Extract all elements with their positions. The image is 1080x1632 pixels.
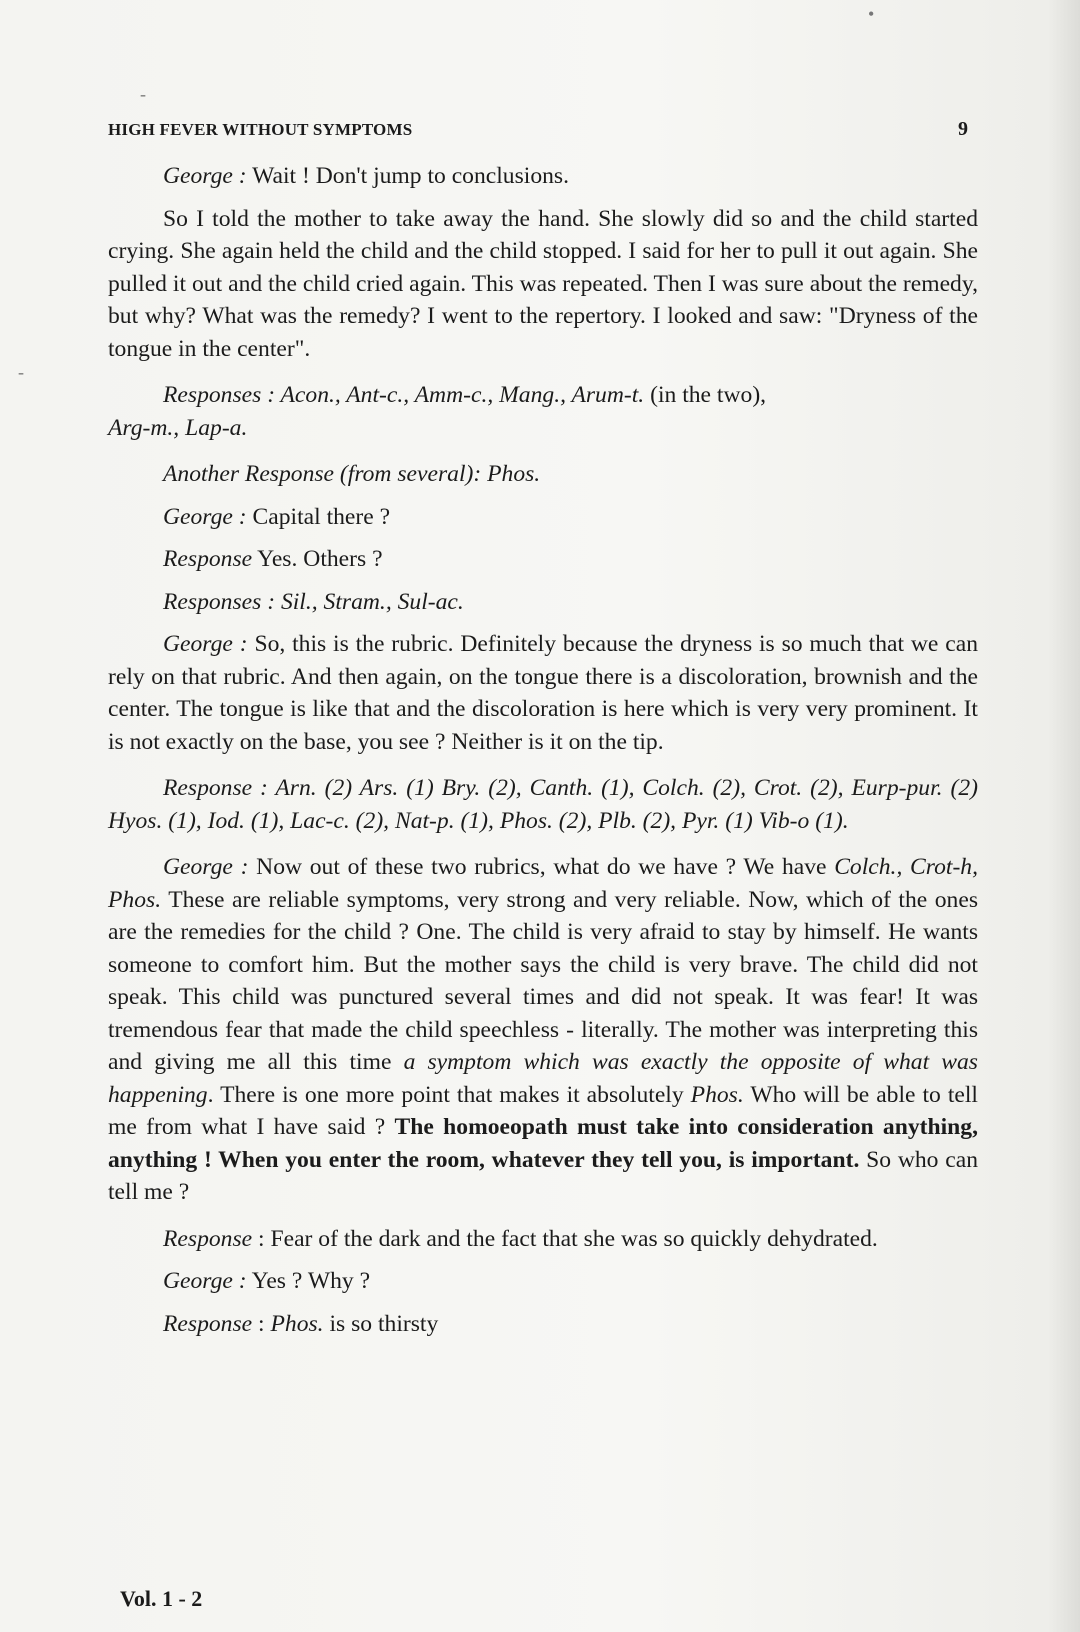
speaker-label: Responses <box>163 588 262 615</box>
paragraph-text: Who will be able to tell me from what I have said ? <box>108 1081 978 1140</box>
scan-speck: - <box>18 362 24 382</box>
paragraph: So I told the mother to take away the hand. She slowly did so and the child started crying. She again held the child and the child stopped. I said for her to pull it out again. She pulled it out and the child cried again. This was repeated. Then I was sure about the remedy, but why? What was the remedy? I went to the repertory. I looked and saw: "Dryness of the tongue in the center". <box>108 205 978 362</box>
paragraph <box>108 501 978 534</box>
remedy-list: : Arn. (2) Ars. (1) Bry. (2), Canth. (1), Colch. (2), Crot. (2), Eurp-pur. (2) Hyos. (1), Iod. (1), Lac-c. (2), Nat-p. (1), Phos. (2), Plb. (2), Pyr. (1) Vib-o (1). <box>108 775 978 834</box>
speaker-label: Response <box>163 1225 253 1252</box>
paragraph-text: Yes ? Why ? <box>246 1268 371 1294</box>
paragraph: Another Response (from several): Phos. <box>163 461 541 487</box>
paragraph-text: These are reliable symptoms, very strong and very reliable. Now, which of the ones are the remedies for the child ? One. The child is very afraid to stay by himself. He wants someone to comfort him. But the mother says the child is very brave. The child did not speak. This child was punctured several times and did not speak. It was fear! It was tremendous fear that made the child speechless - literally. The mother was interpreting this and giving me all this time <box>108 886 978 1075</box>
paragraph <box>108 851 978 1209</box>
paragraph-text: So who can tell me ? <box>108 1146 978 1205</box>
speaker-label: George : <box>163 163 247 189</box>
speaker-label: George : <box>163 503 247 530</box>
remedy-list: : Sil., Stram., Sul-ac. <box>261 588 464 615</box>
page-number: 9 <box>958 118 968 140</box>
speaker-label: George : <box>163 1268 247 1294</box>
paragraph-text: So, this is the rubric. Definitely because the dryness is so much that we can rely on that rubric. And then again, on the tongue there is a discoloration, brownish and the center. The tongue is like that and the discoloration is here which is very very prominent. It is not exactly on the base, you see ? Neither is it on the tip. <box>108 631 978 755</box>
page-header <box>108 118 968 141</box>
paragraph <box>108 772 978 837</box>
paragraph <box>108 1265 978 1298</box>
paragraph-text: is so thirsty <box>323 1310 439 1337</box>
paragraph <box>108 1223 978 1256</box>
paragraph-text: . There is one more point that makes it absolutely <box>207 1081 691 1108</box>
remedy-list: Arg-m., Lap-a. <box>108 414 248 441</box>
speaker-label: George : <box>163 854 249 880</box>
speaker-label: George : <box>163 631 248 657</box>
paragraph <box>108 412 978 445</box>
paragraph-text: (in the two), <box>644 382 767 408</box>
paragraph-text: : <box>252 1310 271 1337</box>
paragraph <box>108 1308 978 1341</box>
speaker-label: Responses <box>163 382 262 408</box>
paragraph-text: Now out of these two rubrics, what do we have ? We have <box>248 854 835 880</box>
emphasis-bold: The homoeopath must take into consideration anything, anything ! When you enter the room, whatever they tell you, is important. <box>108 1114 978 1173</box>
paragraph-text: Yes. Others ? <box>252 546 383 572</box>
paragraph <box>108 586 978 619</box>
remedy-name: Phos. <box>270 1310 324 1337</box>
paragraph-text: Wait ! Don't jump to conclusions. <box>246 163 570 189</box>
body-text <box>108 160 978 1340</box>
paragraph <box>108 543 978 576</box>
volume-footer: Vol. 1 - 2 <box>120 1586 203 1611</box>
paragraph <box>108 379 978 412</box>
paragraph <box>108 160 978 193</box>
scan-speck: - <box>140 84 146 104</box>
remedy-list: Colch., Crot-h, Phos. <box>108 854 978 913</box>
running-head: HIGH FEVER WITHOUT SYMPTOMS <box>108 120 413 139</box>
paragraph-text: : Fear of the dark and the fact that she was so quickly dehydrated. <box>252 1225 878 1252</box>
paragraph-text: Capital there ? <box>246 503 391 530</box>
speaker-label: Response <box>163 775 253 801</box>
remedy-list: : Acon., Ant-c., Amm-c., Mang., Arum-t. <box>261 382 645 408</box>
paragraph <box>108 628 978 758</box>
scan-speck: • <box>868 4 875 24</box>
remedy-name: Phos. <box>690 1081 744 1108</box>
speaker-label: Response <box>163 1310 253 1337</box>
emphasis-italic: a symptom which was exactly the opposite of what was happening <box>108 1049 978 1108</box>
speaker-label: Response <box>163 546 253 572</box>
